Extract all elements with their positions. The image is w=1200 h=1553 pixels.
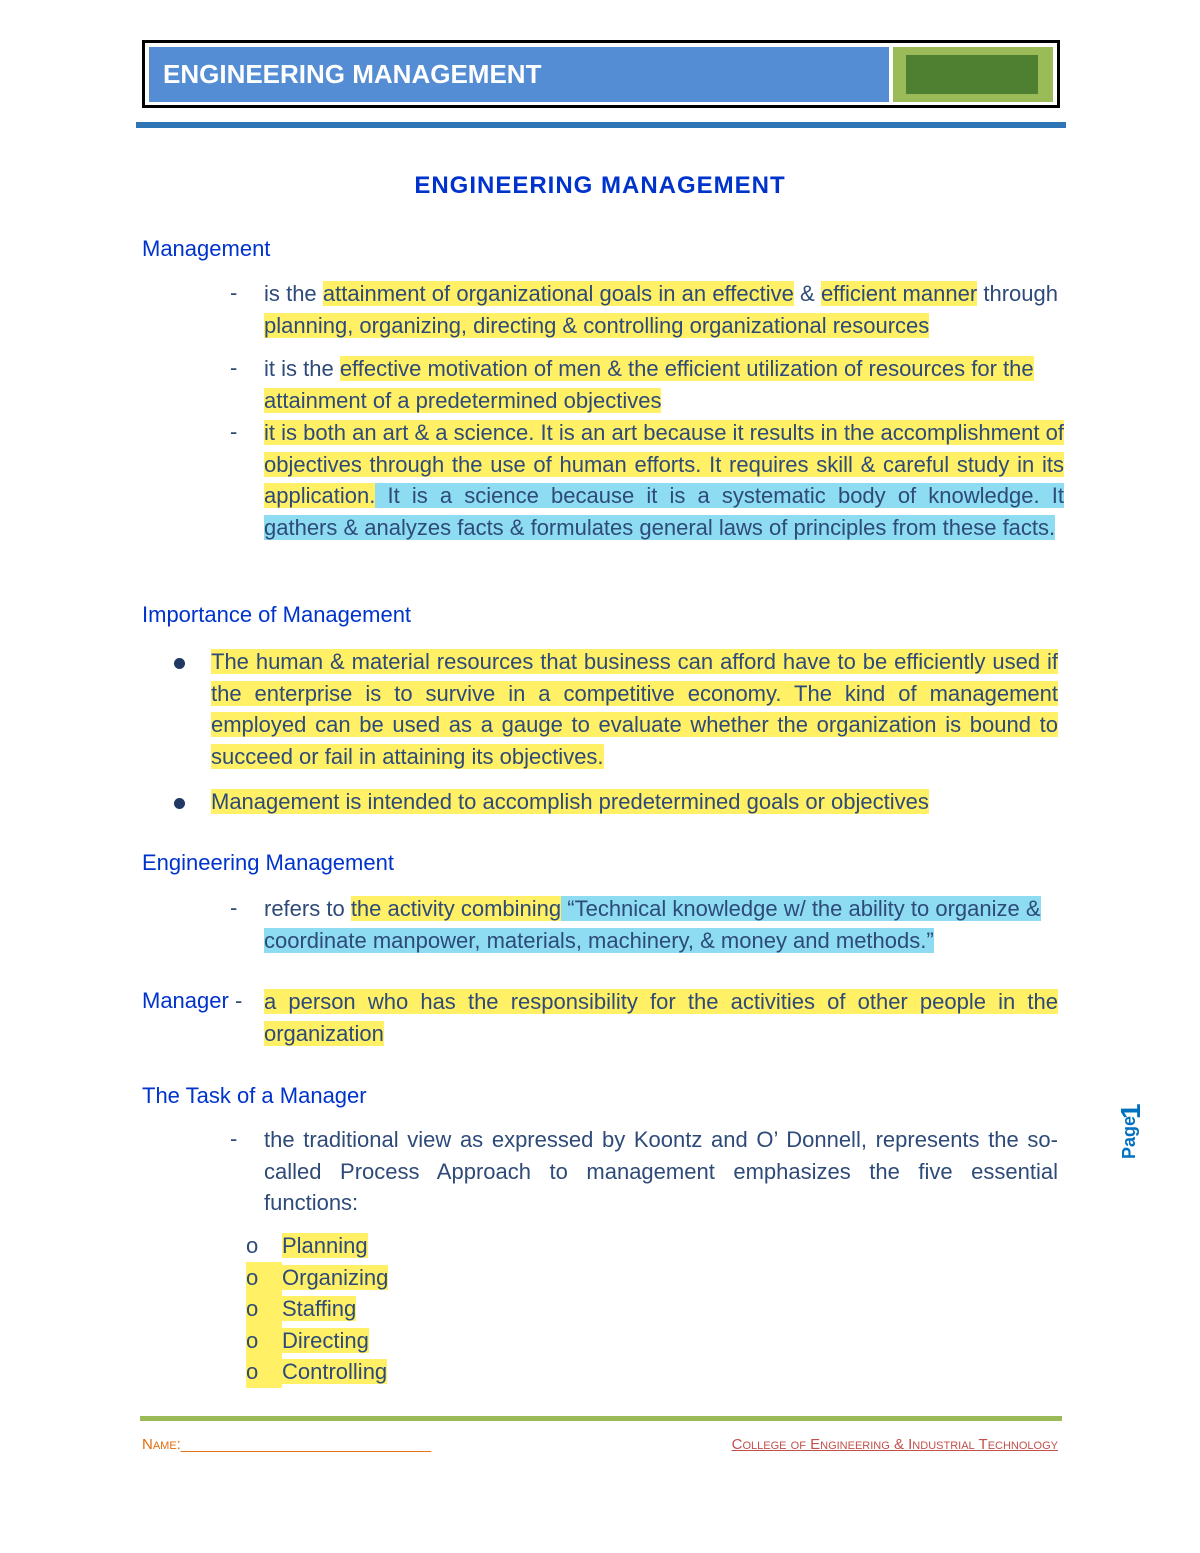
importance-item-2: Management is intended to accomplish predetermined goals or objectives bbox=[211, 789, 929, 814]
dash-marker: - bbox=[230, 419, 238, 444]
header-green-panel bbox=[893, 47, 1053, 102]
page-number-value: 1 bbox=[1115, 1103, 1146, 1119]
header-green-block bbox=[906, 55, 1038, 94]
functions-list bbox=[246, 1230, 388, 1388]
header-blue-panel bbox=[149, 47, 889, 102]
bullet-icon bbox=[174, 798, 185, 809]
importance-item-1: The human & material resources that business can afford have to be efficiently used if the enterprise is to survive in a competitive economy. The kind of management employed can be used as a gauge to evaluate whether the organization is bound to succeed or fail in attaining its objectives. bbox=[211, 649, 1058, 769]
management-item-1: is the attainment of organizational goals in an effective & efficient manner through planning, organizing, directing & controlling organizational resources bbox=[264, 281, 1058, 338]
section-heading-task: The Task of a Manager bbox=[142, 1083, 367, 1108]
list-item: o Staffing bbox=[246, 1293, 388, 1325]
list-item: o Controlling bbox=[246, 1356, 388, 1388]
footer-name-field: Name:______________________________ bbox=[142, 1436, 432, 1453]
manager-term: Manager - bbox=[142, 988, 243, 1013]
task-description: the traditional view as expressed by Koontz and O’ Donnell, represents the so-called Process Approach to management emphasizes the five essential functions: bbox=[264, 1127, 1058, 1215]
section-heading-management: Management bbox=[142, 236, 271, 261]
manager-definition: a person who has the responsibility for the activities of other people in the organization bbox=[264, 989, 1058, 1046]
engineering-management-definition: refers to the activity combining “Technical knowledge w/ the ability to organize & coordinate manpower, materials, machinery, & money and methods.” bbox=[264, 896, 1041, 953]
footer-college: College of Engineering & Industrial Technology bbox=[731, 1436, 1058, 1453]
document-title: ENGINEERING MANAGEMENT bbox=[414, 172, 786, 199]
dash-marker: - bbox=[230, 355, 238, 380]
header-rule bbox=[136, 122, 1066, 128]
dash-marker: - bbox=[230, 895, 238, 920]
bullet-icon bbox=[174, 658, 185, 669]
footer-rule bbox=[140, 1416, 1062, 1421]
management-item-2: it is the effective motivation of men & the efficient utilization of resources for the attainment of a predetermined objectives bbox=[264, 356, 1034, 413]
list-item: o Directing bbox=[246, 1325, 388, 1357]
header-title: ENGINEERING MANAGEMENT bbox=[163, 59, 542, 89]
header-banner bbox=[142, 40, 1060, 108]
section-heading-importance: Importance of Management bbox=[142, 602, 412, 627]
management-item-3: it is both an art & a science. It is an art because it results in the accomplishment of objectives through the use of human efforts. It requires skill & careful study in its application. It is a science because it is a systematic body of knowledge. It gathers & analyzes facts & formulates general laws of principles from these facts. bbox=[264, 420, 1064, 540]
dash-marker: - bbox=[230, 1126, 238, 1151]
list-item: o Planning bbox=[246, 1233, 368, 1258]
page-label: Page bbox=[1119, 1115, 1139, 1159]
page-number bbox=[1093, 1095, 1153, 1175]
section-heading-engineering-management: Engineering Management bbox=[142, 850, 394, 875]
list-item: o Organizing bbox=[246, 1262, 388, 1294]
dash-marker: - bbox=[230, 280, 238, 305]
